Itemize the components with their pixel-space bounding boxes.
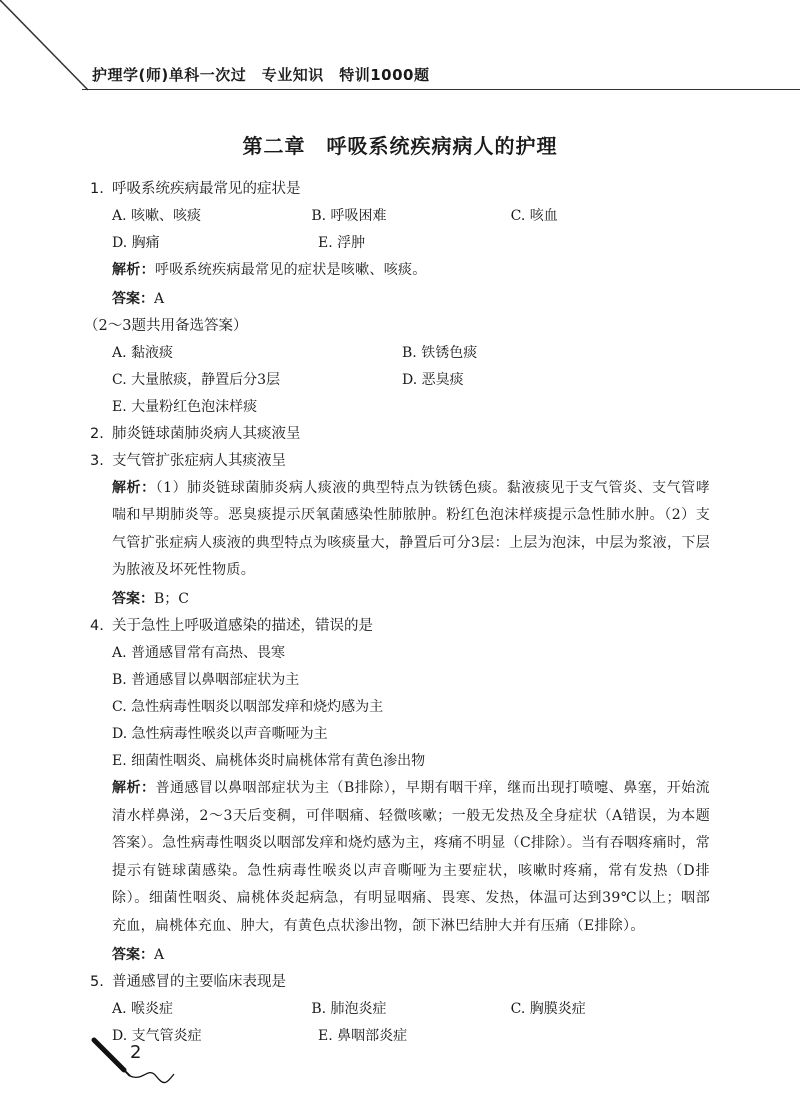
question-stem: 肺炎链球菌肺炎病人其痰液呈 [112,425,301,442]
option-b: B. 肺泡炎症 [311,1000,387,1017]
option-e: E. 鼻咽部炎症 [318,1027,408,1044]
answer-label: 答案： [112,590,154,607]
question-1 [90,176,710,203]
option-b: B. 铁锈色痰 [402,344,478,361]
answer [112,285,710,313]
option-c: C. 咳血 [510,208,558,224]
page-number: 2 [130,1042,142,1063]
option-b: B. 呼吸困难 [311,208,387,224]
explanation [112,475,710,585]
option-e: E. 大量粉红色泡沫样痰 [112,398,258,415]
option-d: D. 支气管炎症 [112,1027,202,1044]
question-stem: 普通感冒的主要临床表现是 [112,973,286,990]
chapter-title: 第二章 呼吸系统疾病病人的护理 [242,134,558,158]
answer-label: 答案： [112,290,154,307]
options [112,996,710,1050]
option-a: A. 咳嗽、咳痰 [112,208,202,224]
option-d: D. 胸痛 [112,235,160,251]
answer [112,941,710,969]
options [112,640,710,775]
question-3 [90,448,710,475]
options [112,203,710,257]
option-c: C. 胸膜炎症 [510,1000,586,1017]
question-stem: 关于急性上呼吸道感染的描述，错误的是 [112,617,373,634]
question-number: 1. [90,181,104,197]
question-number: 3. [90,452,104,469]
question-5 [90,969,710,996]
option-e: E. 浮肿 [318,235,366,251]
option-c: C. 大量脓痰，静置后分3层 [112,371,281,388]
option-d: D. 恶臭痰 [402,371,464,388]
explanation-label: 解析： [112,479,156,496]
explanation [112,257,710,285]
question-2 [90,421,710,448]
answer-value: B；C [154,590,189,607]
answer [112,585,710,613]
answer-value: A [154,946,165,963]
explanation-text: 呼吸系统疾病最常见的症状是咳嗽、咳痰。 [154,262,427,278]
option-e: E. 细菌性咽炎、扁桃体炎时扁桃体常有黄色渗出物 [112,752,426,769]
option-a: A. 喉炎症 [112,1000,174,1017]
question-number: 5. [90,973,104,990]
header-rule [82,89,800,90]
explanation-label: 解析： [112,779,156,796]
explanation-label: 解析： [112,262,155,278]
running-header: 护理学(师)单科一次过 专业知识 特训1000题 [92,66,430,84]
explanation-text: （1）肺炎链球菌肺炎病人痰液的典型特点为铁锈色痰。黏液痰见于支气管炎、支气管哮喘和早期肺炎等。恶臭痰提示厌氧菌感染性肺脓肿。粉红色泡沫样痰提示急性肺水肿。（2）支气管扩张症病人痰液的典型特点为咳痰量大，静置后可分3层：上层为泡沫，中层为浆液，下层为脓液及坏死性物质。 [112,479,710,579]
question-number: 2. [90,425,104,442]
shared-options-note: （2～3题共用备选答案） [84,317,248,334]
answer-value: A [154,290,165,307]
answer-label: 答案： [112,946,154,963]
question-list [84,176,710,1050]
shared-options [112,340,710,421]
corner-decoration [0,0,110,100]
option-a: A. 普通感冒常有高热、畏寒 [112,644,286,661]
question-4 [90,613,710,640]
option-d: D. 急性病毒性喉炎以声音嘶哑为主 [112,725,328,742]
question-stem: 支气管扩张症病人其痰液呈 [112,452,286,469]
explanation [112,775,710,941]
question-number: 4. [90,617,104,634]
option-c: C. 急性病毒性咽炎以咽部发痒和烧灼感为主 [112,698,384,715]
option-b: B. 普通感冒以鼻咽部症状为主 [112,671,300,688]
question-stem: 呼吸系统疾病最常见的症状是 [112,181,301,197]
explanation-text: 普通感冒以鼻咽部症状为主（B排除），早期有咽干痒，继而出现打喷嚏、鼻塞，开始流清水样鼻涕，2～3天后变稠，可伴咽痛、轻微咳嗽；一般无发热及全身症状（A错误，为本题答案）。急性病毒性咽炎以咽部发痒和烧灼感为主，疼痛不明显（C排除）。当有吞咽疼痛时，常提示有链球菌感染。急性病毒性喉炎以声音嘶哑为主要症状，咳嗽时疼痛，常有发热（D排除）。细菌性咽炎、扁桃体炎起病急，有明显咽痛、畏寒、发热，体温可达到39℃以上；咽部充血，扁桃体充血、肿大，有黄色点状渗出物，颌下淋巴结肿大并有压痛（E排除）。 [112,779,710,934]
option-a: A. 黏液痰 [112,344,174,361]
